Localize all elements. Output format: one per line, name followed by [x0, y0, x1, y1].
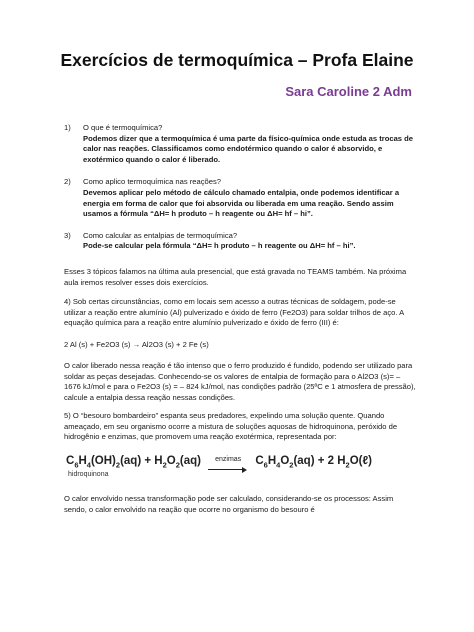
chemical-equation: 2 Al (s) + Fe2O3 (s) → Al2O3 (s) + 2 Fe (s)	[64, 340, 209, 349]
question-number: 3)	[64, 230, 71, 240]
intro-paragraph: Esses 3 tópicos falamos na última aula presencial, que está gravada no TEAMS também. Na próxima aula iremos resolver esses dois exercícios.	[64, 267, 407, 287]
answer-text: Devemos aplicar pelo método de cálculo chamado entalpia, onde podemos identificar a energia em forma de calor que foi absorvida ou liberada em uma reação. Sendo assim usamos a fórmula “ΔH= h produto – h reagente ou ΔH= hf – hi”.	[83, 187, 400, 219]
catalyst-label: enzimas	[215, 456, 242, 463]
question-text: O que é termoquímica?	[83, 123, 163, 132]
question-number: 2)	[64, 177, 71, 187]
page-title: Exercícios de termoquímica – Profa Elaine	[60, 50, 414, 70]
reaction-equation-image	[66, 449, 426, 485]
heat-paragraph: O calor liberado nessa reação é tão intenso que o ferro produzido é fundido, podendo ser utilizado para soldar as peças desejadas. Conhecendo-se os valores de entalpia de formação para o Al2O3 (s)= – 1676 kJ/mol e para o Fe2O3 (s) = – 824 kJ/mol, nas condições padrão (25ºC e 1 atmosfera de pressão), calcule a entalpia dessa reação nessas condições.	[64, 361, 416, 402]
question-number: 1)	[64, 123, 71, 132]
hydroquinone-caption: hidroquinona	[68, 471, 109, 478]
final-paragraph: O calor envolvido nessa transformação pode ser calculado, considerando-se os processos: Assim sendo, o calor envolvido na reação que ocorre no organismo do besouro é	[64, 494, 394, 514]
question-list	[64, 123, 424, 252]
list-item	[64, 123, 424, 165]
reaction-equation: $C_6H_4(OH)_2(aq) + H_2O_2(aq)$ enzimas $C_6H_4O_2(aq) + 2$ $H_2O(\ell)$	[66, 455, 372, 470]
question-4-paragraph: 4) Sob certas circunstâncias, como em locais sem acesso a outras técnicas de soldagem, pode-se utilizar a reação entre alumínio (Al) pulverizado e óxido de ferro (Fe2O3) para soldar trilhos de aço. A equação química para a reação entre alumínio pulverizado e óxido de ferro (III) é:	[64, 297, 404, 328]
list-item	[64, 231, 424, 252]
author-name: Sara Caroline 2 Adm	[285, 84, 412, 99]
answer-text: Podemos dizer que a termoquímica é uma parte da físico-química onde estuda as trocas de calor nas reações. Classificamos como endotérmico quando o calor é absorvido, e exotérmico quando o calor é liberado.	[83, 133, 413, 164]
question-5-paragraph: 5) O “besouro bombardeiro” espanta seus predadores, expelindo uma solução quente. Quando ameaçado, em seu organismo ocorre a mistura de soluções aquosas de hidroquinona, peróxido de hidrogênio e enzimas, que promovem uma reação exotérmica, representada por:	[64, 411, 398, 442]
list-item	[64, 177, 424, 219]
question-text: Como calcular as entalpias de termoquímica?	[83, 230, 238, 240]
question-text: Como aplico termoquímica nas reações?	[83, 177, 222, 187]
reaction-arrow	[208, 456, 248, 464]
arrow-right-icon	[208, 469, 244, 470]
answer-text: Pode-se calcular pela fórmula “ΔH= h produto – h reagente ou ΔH= hf – hi”.	[83, 241, 356, 251]
